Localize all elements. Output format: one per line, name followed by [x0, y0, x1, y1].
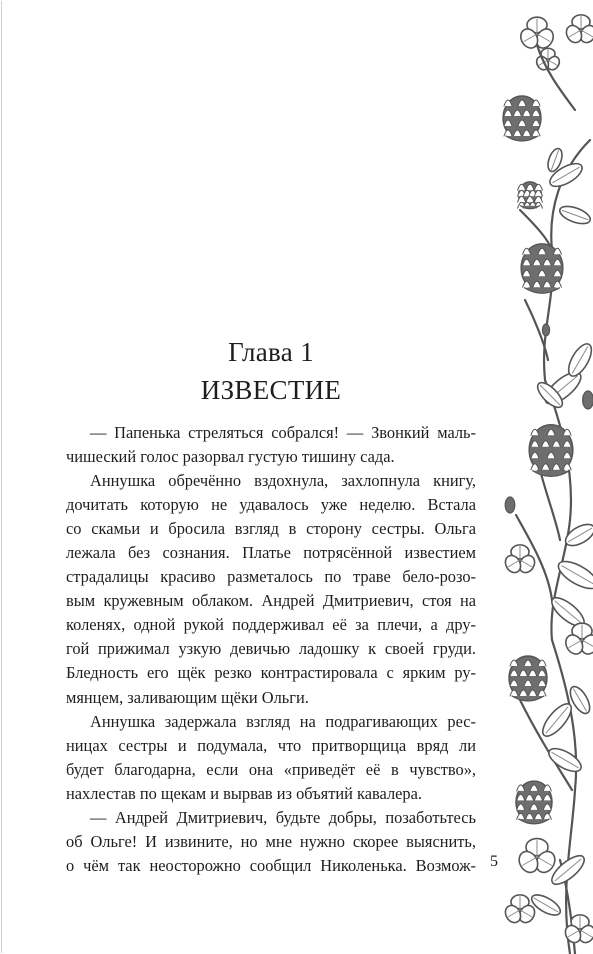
clover-ornament — [502, 15, 593, 954]
text-line: со скамьи и бросила взгляд в сторону сестры. Ольга — [66, 519, 476, 539]
flower-sepal — [506, 136, 538, 141]
text-line: об Ольге! И извините, но мне нужно скорее выяснить, — [66, 831, 476, 851]
text-line: коленях, одной рукой поддерживал её за плечи, а дру- — [66, 615, 476, 635]
text-line: Бледность его щёк резко контрастировала с ярким ру- — [66, 663, 476, 683]
text-line: страдалицы красиво разметалось по траве бело-розо- — [66, 567, 476, 587]
flower-bud — [542, 324, 549, 336]
text-line: дочитать которую не удавалось уже неделю. Встала — [66, 495, 476, 515]
text-line: о чём так неосторожно сообщил Николенька. Возмож- — [66, 855, 476, 875]
flower-sepal — [519, 819, 549, 824]
chapter-number: Глава 1 — [228, 337, 314, 367]
text-line: ницах сестры и подумала, что притворщица вряд ли — [66, 735, 476, 755]
flower-bud — [583, 391, 593, 409]
text-line: вым кружевным облаком. Андрей Дмитриевич, стоя на — [66, 591, 476, 611]
flower-sepal — [512, 696, 544, 701]
text-line: Аннушка задержала взгляд на подрагивающих рес- — [90, 711, 476, 731]
text-line: — Андрей Дмитриевич, будьте добры, позаботьтесь — [90, 807, 476, 827]
flower-sepal — [524, 288, 559, 294]
flower-bud — [505, 497, 515, 513]
text-line: Аннушка обречённо вздохнула, захлопнула книгу, — [90, 471, 476, 491]
flower-sepal — [533, 471, 570, 477]
stem — [540, 470, 560, 540]
text-line: нахлестав по щекам и вырвав из объятий кавалера. — [66, 783, 422, 803]
text-line: мянцем, заливающим щёки Ольги. — [66, 687, 309, 707]
chapter-title: ИЗВЕСТИЕ — [200, 375, 342, 405]
page-number: 5 — [490, 853, 498, 870]
text-line: будет благодарна, если она «приведёт её в чувство», — [66, 759, 476, 779]
text-line: гой прижимал узкую девичью ладошку к своей груди. — [66, 639, 476, 659]
text-line: лежала без сознания. Платье потрясённой известием — [66, 543, 476, 563]
text-line: чишеский голос разорвал густую тишину сада. — [66, 447, 395, 467]
text-line: — Папенька стреляться собрался! — Звонкий маль- — [90, 423, 476, 442]
